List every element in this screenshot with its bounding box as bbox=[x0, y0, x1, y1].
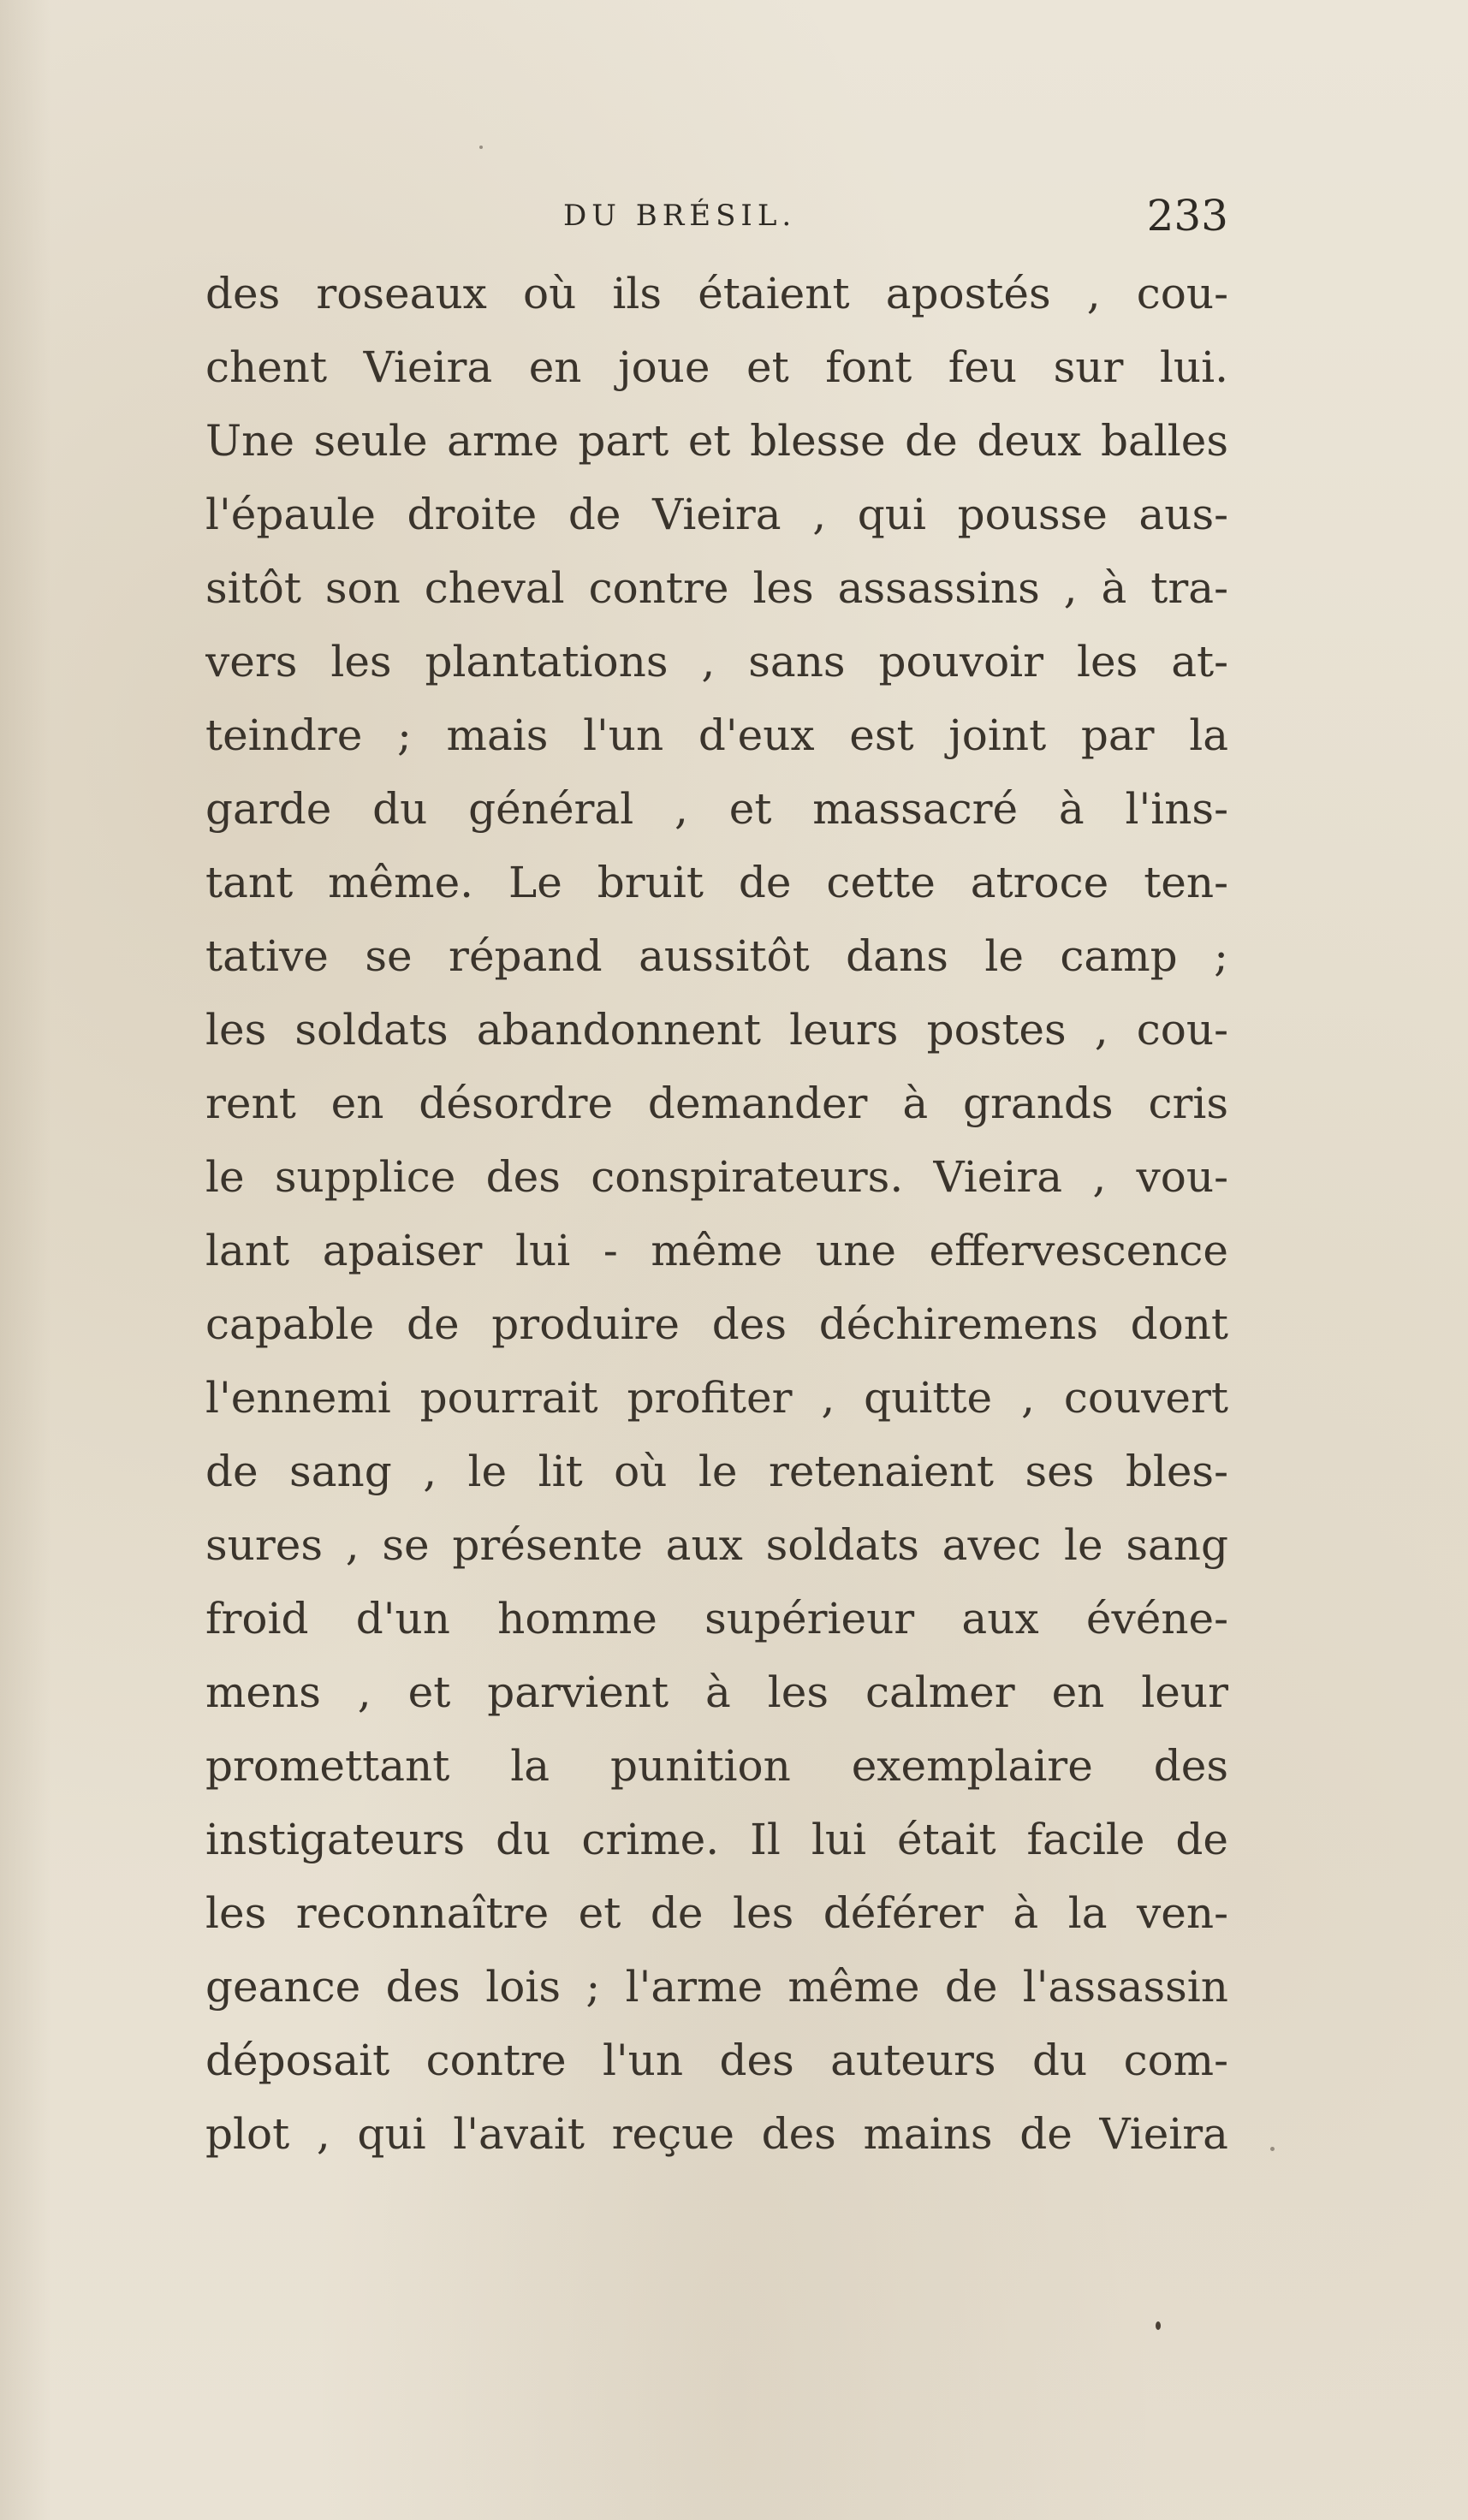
text-line: mens , et parvient à les calmer en leur bbox=[205, 1667, 1228, 1717]
paper-speck bbox=[1270, 2147, 1275, 2151]
text-line: déposait contre l'un des auteurs du com- bbox=[205, 2036, 1228, 2085]
text-line: sures , se présente aux soldats avec le sang bbox=[205, 1520, 1228, 1570]
running-title: DU BRÉSIL. bbox=[563, 199, 797, 233]
text-line: les soldats abandonnent leurs postes , cou- bbox=[205, 1005, 1228, 1055]
text-line: de sang , le lit où le retenaient ses bles- bbox=[205, 1447, 1228, 1496]
text-line: plot , qui l'avait reçue des mains de Vieira bbox=[205, 2109, 1228, 2159]
paper-speck bbox=[479, 146, 483, 149]
text-line: sitôt son cheval contre les assassins , à tra- bbox=[205, 563, 1228, 613]
text-line: tant même. Le bruit de cette atroce ten- bbox=[205, 858, 1228, 907]
text-line: vers les plantations , sans pouvoir les at- bbox=[205, 637, 1228, 686]
text-line: tative se répand aussitôt dans le camp ; bbox=[205, 931, 1228, 981]
text-line: l'ennemi pourrait profiter , quitte , couvert bbox=[205, 1373, 1228, 1423]
text-line: Une seule arme part et blesse de deux balles bbox=[205, 416, 1228, 466]
paper-speck bbox=[1156, 2321, 1161, 2330]
text-line: froid d'un homme supérieur aux événe- bbox=[205, 1594, 1228, 1643]
text-line: chent Vieira en joue et font feu sur lui. bbox=[205, 342, 1228, 392]
page-edge-shadow bbox=[0, 0, 51, 2520]
text-line: le supplice des conspirateurs. Vieira , vou- bbox=[205, 1152, 1228, 1202]
page-number: 233 bbox=[1146, 191, 1228, 241]
text-line: capable de produire des déchiremens dont bbox=[205, 1299, 1228, 1349]
text-line: rent en désordre demander à grands cris bbox=[205, 1079, 1228, 1128]
text-line: des roseaux où ils étaient apostés , cou- bbox=[205, 269, 1228, 318]
text-line: lant apaiser lui - même une effervescence bbox=[205, 1226, 1228, 1275]
text-line: instigateurs du crime. Il lui était facile de bbox=[205, 1815, 1228, 1864]
text-line: promettant la punition exemplaire des bbox=[205, 1741, 1228, 1791]
text-line: garde du général , et massacré à l'ins- bbox=[205, 784, 1228, 834]
text-line: teindre ; mais l'un d'eux est joint par la bbox=[205, 710, 1228, 760]
text-line: geance des lois ; l'arme même de l'assassin bbox=[205, 1962, 1228, 2012]
text-line: les reconnaître et de les déférer à la ven- bbox=[205, 1888, 1228, 1938]
page-header bbox=[205, 190, 1228, 241]
body-text bbox=[205, 257, 1228, 2171]
text-line: l'épaule droite de Vieira , qui pousse aus- bbox=[205, 490, 1228, 539]
